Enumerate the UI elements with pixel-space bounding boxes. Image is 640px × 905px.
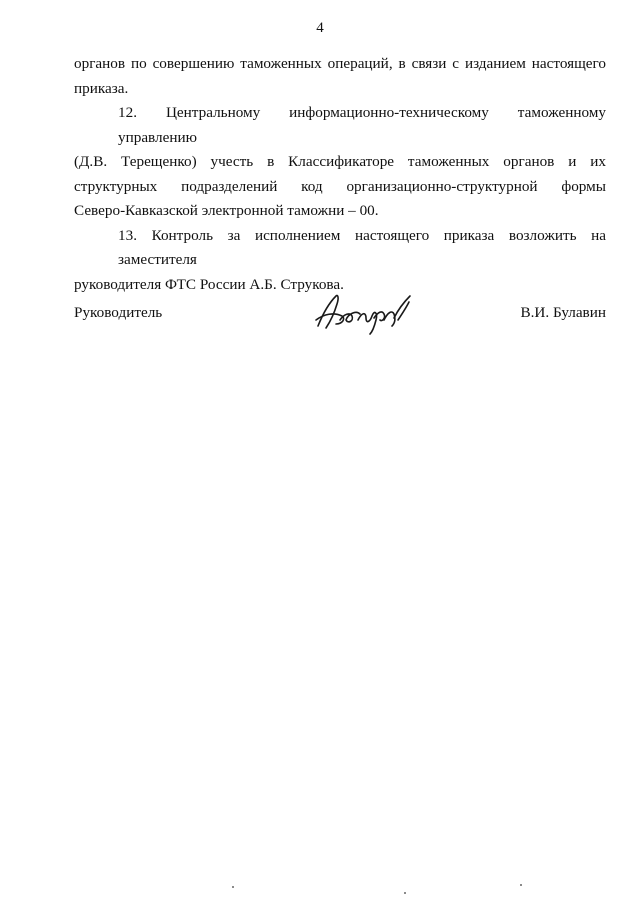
body-line: Северо-Кавказской электронной таможни – 00. — [74, 202, 379, 219]
body-line: 13. Контроль за исполнением настоящего приказа возложить на заместителя — [118, 226, 606, 268]
scan-speck — [520, 884, 522, 886]
signer-title: Руководитель — [74, 304, 163, 321]
body-line: приказа. — [74, 79, 129, 97]
body-line: 12. Центральному информационно-техническому таможенному управлению — [118, 104, 606, 146]
body-line: руководителя ФТС России А.Б. Струкова. — [74, 275, 344, 293]
body-line: (Д.В. Терещенко) учесть в Классификаторе таможенных органов и их — [74, 153, 606, 170]
handwritten-signature — [312, 290, 416, 336]
body-line: органов по совершению таможенных операций, в связи с изданием настоящего — [74, 55, 606, 72]
body-line: структурных подразделений код организационно-структурной формы — [74, 177, 606, 195]
scan-speck — [404, 892, 406, 894]
document-body — [74, 52, 606, 297]
signature-block — [74, 302, 606, 342]
scan-speck — [232, 886, 234, 888]
page-number: 4 — [316, 20, 324, 36]
signer-name: В.И. Булавин — [520, 304, 606, 321]
